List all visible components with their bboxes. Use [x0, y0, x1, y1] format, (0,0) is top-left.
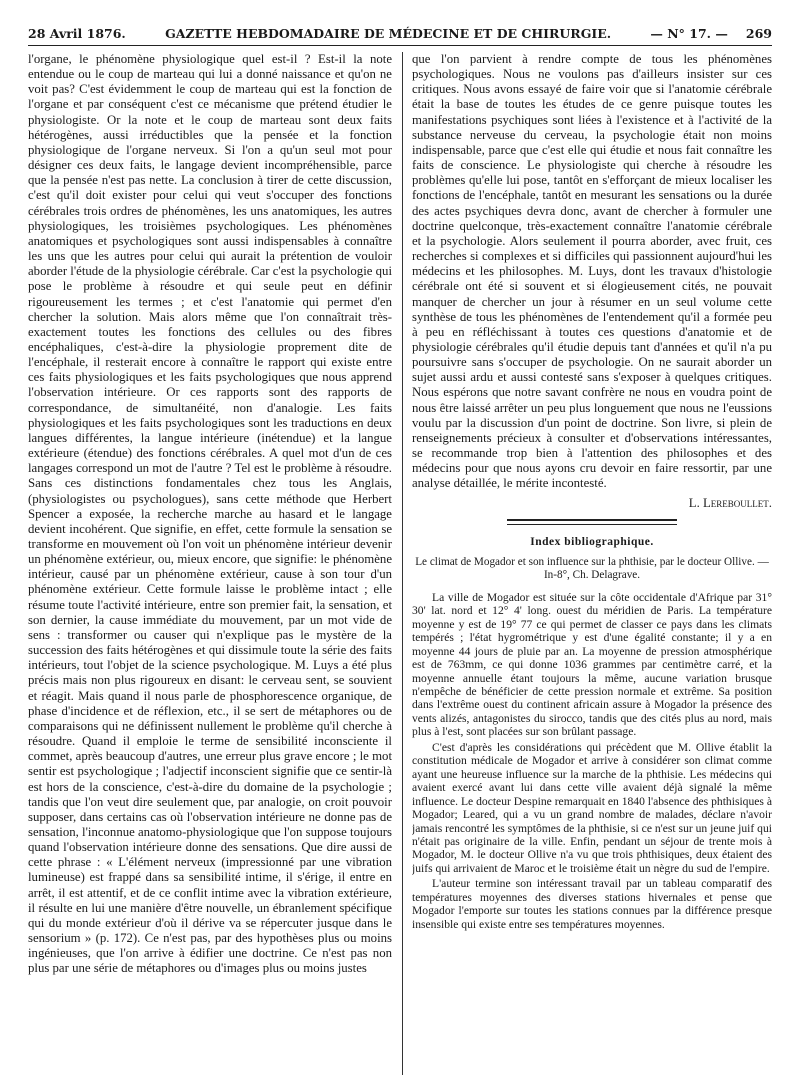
left-column-text: l'organe, le phénomène physiologique quel est-il ? Est-il la note entendue ou le coup de marteau qui lui a donné naissance et qu'on ne voit pas? C'est évidemment le coup de marteau qui est la fonction de l'organe et par conséquent c'est ce mécanisme que prétend étudier le physiologiste. Or la note et le coup de marteau sont deux faits hétérogènes, aussi irréductibles que la pensée et la fonction physiologique de l'organe nerveux. Si l'on a qu'un seul mot pour désigner ces deux faits, le langage devient incompréhensible, parce que la pensée n'est pas nette. La conclusion à tirer de cette discussion, c'est qu'il doit exister pour celui qui veut s'occuper des fonctions cérébrales trois ordres de phénomènes, les uns anatomiques, les autres physiologiques, les troisièmes psychologiques. Les phénomènes anatomiques et psychologiques sont aussi indispensables à connaître les uns que les autres pour celui qui aurait la prétention de vouloir aborder l'étude de la physiologie cérébrale. Car c'est la psychologie qui pose le problème à résoudre et qui seule peut en définir rigoureusement les termes ; et c'est l'anatomie qui permet d'en chercher la solution. Mais alors même que l'on connaîtrait très-exactement toutes les fonctions des cellules ou des fibres encéphaliques, c'est-à-dire la physiologie proprement dite de l'encéphale, il resterait encore à connaître le rapport qui existe entre ces faits physiologiques et les faits psychologiques que nous apprend l'observation intérieure. Or ces rapports sont des rapports de correspondance, de simultanéité, non d'analogie. Les faits physiologiques et les faits psychologiques sont les traductions en deux langues différentes, la langue intérieure (inétendue) et la langue extérieure (étendue) des fonctions cérébrales. A quel mot d'un de ces langages correspond un mot de l'autre ? Tel est le problème à résoudre. Sans ces distinctions fondamentales chez tous les Anglais, (physiologistes ou psychologues), sans cette méthode que Herbert Spencer a exposée, la recherche marche au hasard et le langage devient incohérent. Que signifie, en effet, cette formule la sensation se transforme en mouvement où l'on voit un phénomène intérieur devenir un phénomène extérieur, ou, mieux encore, que signifie: le phénomène intérieur, causé par un phénomène extérieur, cause à son tour d'un phénomène extérieur. Cette formule laisse le problème intact ; elle résume toute l'activité intérieure, entre son premier fait, la sensation, et son dernier, la cause immédiate du mouvement, par un mot vide de sens : transformer ou causer qui n'explique pas le mystère de la succession des faits hétérogènes et qui dissimule toute la série des faits intérieurs, tout l'objet de la science psychologique. M. Luys a été plus précis mais non plus rigoureux en disant: le cerveau sent, se souvient et réagit. Mais quand il nous parle de phosphorescence organique, de phase d'incidence et de réflexion, etc., il se sert de métaphores ou de comparaisons qui ne définissent nullement le problème qu'il cherche à résoudre. Quand il emploie le terme de sensibilité inconsciente il commet, après beaucoup d'autres, une erreur plus grave encore ; le mot sentir est psychologique ; l'adjectif inconscient signifie que ce sentir-là est hors de la conscience, c'est-à-dire du domaine de la psychologie ; tandis que l'on veut dire seulement que, par analogie, on croit pouvoir supposer, dans certains cas où l'observation intérieure ne donne pas de sensation, l'inconnue anatomo-physiologique que l'on suppose toujours quand l'observation intérieure donne des sensations. Que dire aussi de cette phrase : « L'élément nerveux (impressionné par une vibration lumineuse) est frappé dans sa sensibilité intime, il s'érige, il entre en arrêt, il est attentif, et de ce conflit intime avec la vibration extérieure, il résulte en lui une manière d'être nouvelle, un ébranlement spécifique qui du monde extérieur d'où il dérive va se répercuter jusque dans le sensorium » (p. 172). Ce n'est pas, par des hypothèses plus ou moins ingénieuses, que l'on arrive à édifier une doctrine. Ce n'est pas non plus par une série de métaphores ou d'images plus ou moins justes: [28, 52, 392, 976]
header-issue: — N° 17. —: [650, 26, 728, 41]
page-header: [28, 20, 772, 46]
index-body: [412, 591, 772, 931]
index-paragraph-2: C'est d'après les considérations qui précèdent que M. Ollive établit la constitution médicale de Mogador et arrive à considérer son climat comme ayant une heureuse influence sur la marche de la phthisie. Les médecins qui avaient exercé avant lui dans cette ville avaient déjà signalé la même influence. Le docteur Despine remarquait en 1840 l'absence des phthisiques à Mogador; Leared, qui a vu un grand nombre de malades, déclare n'avoir jamais rencontré les symptômes de la phthisie, si ce n'est sur un jeune juif qui n'était pas originaire de la ville. Enfin, pendant un séjour de trente mois à Mogador, M. le docteur Ollive n'a vu que trois phthisiques, deux étaient des juifs qui arrivaient de Maroc et le troisième était un nègre du sud de l'empire.: [412, 740, 772, 875]
review-signature: L. Lereboullet.: [688, 495, 772, 510]
header-date: 28 Avril 1876.: [28, 26, 126, 41]
header-journal-title: GAZETTE HEBDOMADAIRE DE MÉDECINE ET DE CHIRURGIE.: [165, 26, 612, 41]
header-page-number: 269: [745, 26, 772, 41]
header-numbering: [650, 26, 772, 41]
index-paragraph-3: L'auteur termine son intéressant travail par un tableau comparatif des températures moyennes des diverses stations hivernales et pense que Mogador l'emporte sur toutes les stations connues par la différence presque insensible qui existe entre ses températures moyennes.: [412, 877, 772, 931]
index-title: Index bibliographique.: [530, 535, 654, 548]
section-rule: [507, 519, 677, 525]
column-divider: [402, 52, 403, 1075]
review-continuation: que l'on parvient à rendre compte de tous les phénomènes psychologiques. Nous ne voulons pas d'ailleurs insister sur ces critiques. Nous avons essayé de faire voir que si l'anatomie cérébrale était la base de toutes les études de ce genre puisque toutes les manifestations psychiques sont liées à l'existence et à l'activité de la substance nerveuse du cerveau, la psychologie était non moins indispensable, parce que c'est elle qui étudie et nous fait connaître les faits de conscience. Le physiologiste qui cherche à résoudre les problèmes qu'elle lui pose, tantôt en s'efforçant de mieux localiser les fonctions de l'encéphale, tantôt en mesurant les sensations ou la durée des actes psychiques devra donc, avant de chercher à formuler une doctrine quelconque, très-exactement connaître l'anatomie cérébrale et la psychologie. Alors seulement il pourra aborder, avec fruit, ces recherches si complexes et si difficiles qui passionnent aujourd'hui les médecins et les philosophes. M. Luys, dont les travaux d'histologie cérébrale ont été si souvent et si élogieusement cités, ne pouvait manquer de chercher un jour à résumer en un seul volume cette synthèse de tous les phénomènes de l'entendement qu'il a formée peu à peu en réfléchissant à toutes ces questions d'anatomie et de physiologie cérébrales qu'il étudie depuis tant d'années et qu'il n'a pu poursuivre sans s'occuper de psychologie. On ne saurait aborder un sujet aussi ardu et aussi contesté sans s'exposer à quelques critiques. Nous espérons que notre savant confrère ne nous en voudra point de nous être laissé arrêter un peu plus longuement que nous ne l'eussions voulu par la discussion d'un point de doctrine. Son livre, si plein de renseignements précieux à consulter et d'observations intéressantes, se recommande trop bien à l'attention des philosophes et des médecins pour que nous ayons cru devoir en faire ressortir, par une analyse détaillée, le mérite incontesté.: [412, 52, 772, 491]
left-column: [28, 52, 392, 1075]
index-paragraph-1: La ville de Mogador est située sur la côte occidentale d'Afrique par 31° 30' lat. nord et 12° 4' long. ouest du méridien de Paris. La température moyenne y est de 19° 77 ce qui permet de classer ce pays dans les climats tempérés ; l'état hygrométrique y est d'une égalité constante; il y a en moyenne 44 jours de pluie par an. La moyenne de pression atmosphérique est de 763mm, ce qui donne 1036 grammes par centimètre carré, et la moyenne annuelle étant toujours la même, aucune variation brusque n'empêche de bénéficier de cette pression normale et extrême. Sa position dans l'extrême ouest du continent africain assure à Mogador la présence des vents alizés, antagonistes du sirocco, tandis que des cités plus au nord, mais plus à l'est, sont placées sur son brûlant passage.: [412, 590, 772, 739]
right-column: [412, 52, 772, 1075]
bibliographic-reference: Le climat de Mogador et son influence sur la phthisie, par le docteur Ollive. — In-8°, Ch. Delagrave.: [415, 555, 769, 582]
